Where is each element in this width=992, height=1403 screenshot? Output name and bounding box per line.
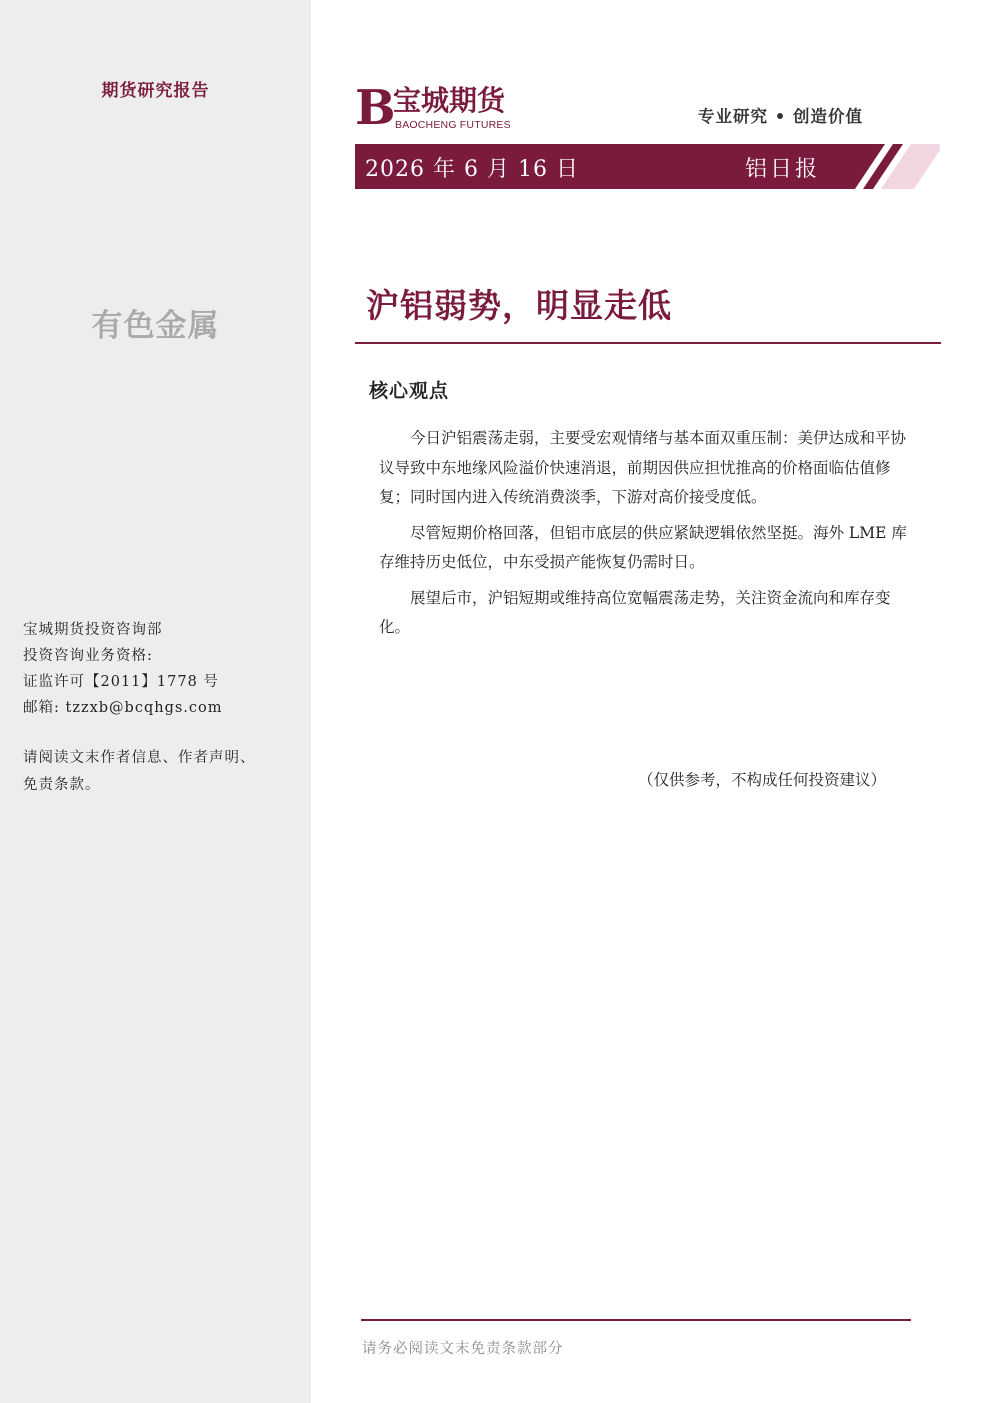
company-slogan: 专业研究 • 创造价值 bbox=[698, 107, 864, 126]
sidebar bbox=[0, 0, 311, 1403]
report-date: 2026 年 6 月 16 日 bbox=[365, 157, 579, 182]
report-name: 铝日报 bbox=[745, 157, 821, 182]
contact-line-qualification: 投资咨询业务资格: bbox=[23, 648, 153, 664]
contact-line-email: 邮箱: tzzxb@bcqhgs.com bbox=[23, 700, 223, 716]
paragraph: 尽管短期价格回落，但铝市底层的供应紧缺逻辑依然坚挺。海外 LME 库存维持历史低位，中东受损产能恢复仍需时日。 bbox=[379, 523, 907, 571]
reading-note-line-2: 免责条款。 bbox=[23, 777, 101, 793]
date-band bbox=[355, 144, 940, 189]
logo-chinese-name: 宝城期货 bbox=[393, 84, 506, 117]
logo-mark: B bbox=[355, 80, 396, 136]
section-heading: 核心观点 bbox=[369, 380, 450, 402]
report-title: 沪铝弱势，明显走低 bbox=[366, 286, 672, 325]
report-type-label: 期货研究报告 bbox=[101, 81, 210, 101]
paragraph: 展望后市，沪铝短期或维持高位宽幅震荡走势，关注资金流向和库存变化。 bbox=[379, 588, 891, 636]
footer-divider bbox=[361, 1319, 911, 1321]
footer-note: 请务必阅读文末免责条款部分 bbox=[362, 1341, 564, 1357]
title-divider bbox=[355, 342, 941, 344]
contact-line-department: 宝城期货投资咨询部 bbox=[23, 622, 163, 638]
sector-label: 有色金属 bbox=[91, 308, 220, 344]
reading-note-line-1: 请阅读文末作者信息、作者声明、 bbox=[23, 750, 256, 766]
contact-line-license: 证监许可【2011】1778 号 bbox=[23, 674, 219, 690]
disclaimer-note: （仅供参考，不构成任何投资建议） bbox=[638, 771, 887, 789]
reading-note bbox=[23, 745, 298, 799]
company-logo bbox=[355, 80, 535, 136]
paragraph: 今日沪铝震荡走弱，主要受宏观情绪与基本面双重压制：美伊达成和平协议导致中东地缘风险溢价快速消退，前期因供应担忧推高的价格面临估值修复；同时国内进入传统消费淡季，下游对高价接受度低。 bbox=[379, 429, 907, 506]
contact-info bbox=[23, 617, 223, 721]
core-view-body bbox=[379, 424, 911, 649]
logo-english-name: BAOCHENG FUTURES bbox=[395, 119, 511, 131]
